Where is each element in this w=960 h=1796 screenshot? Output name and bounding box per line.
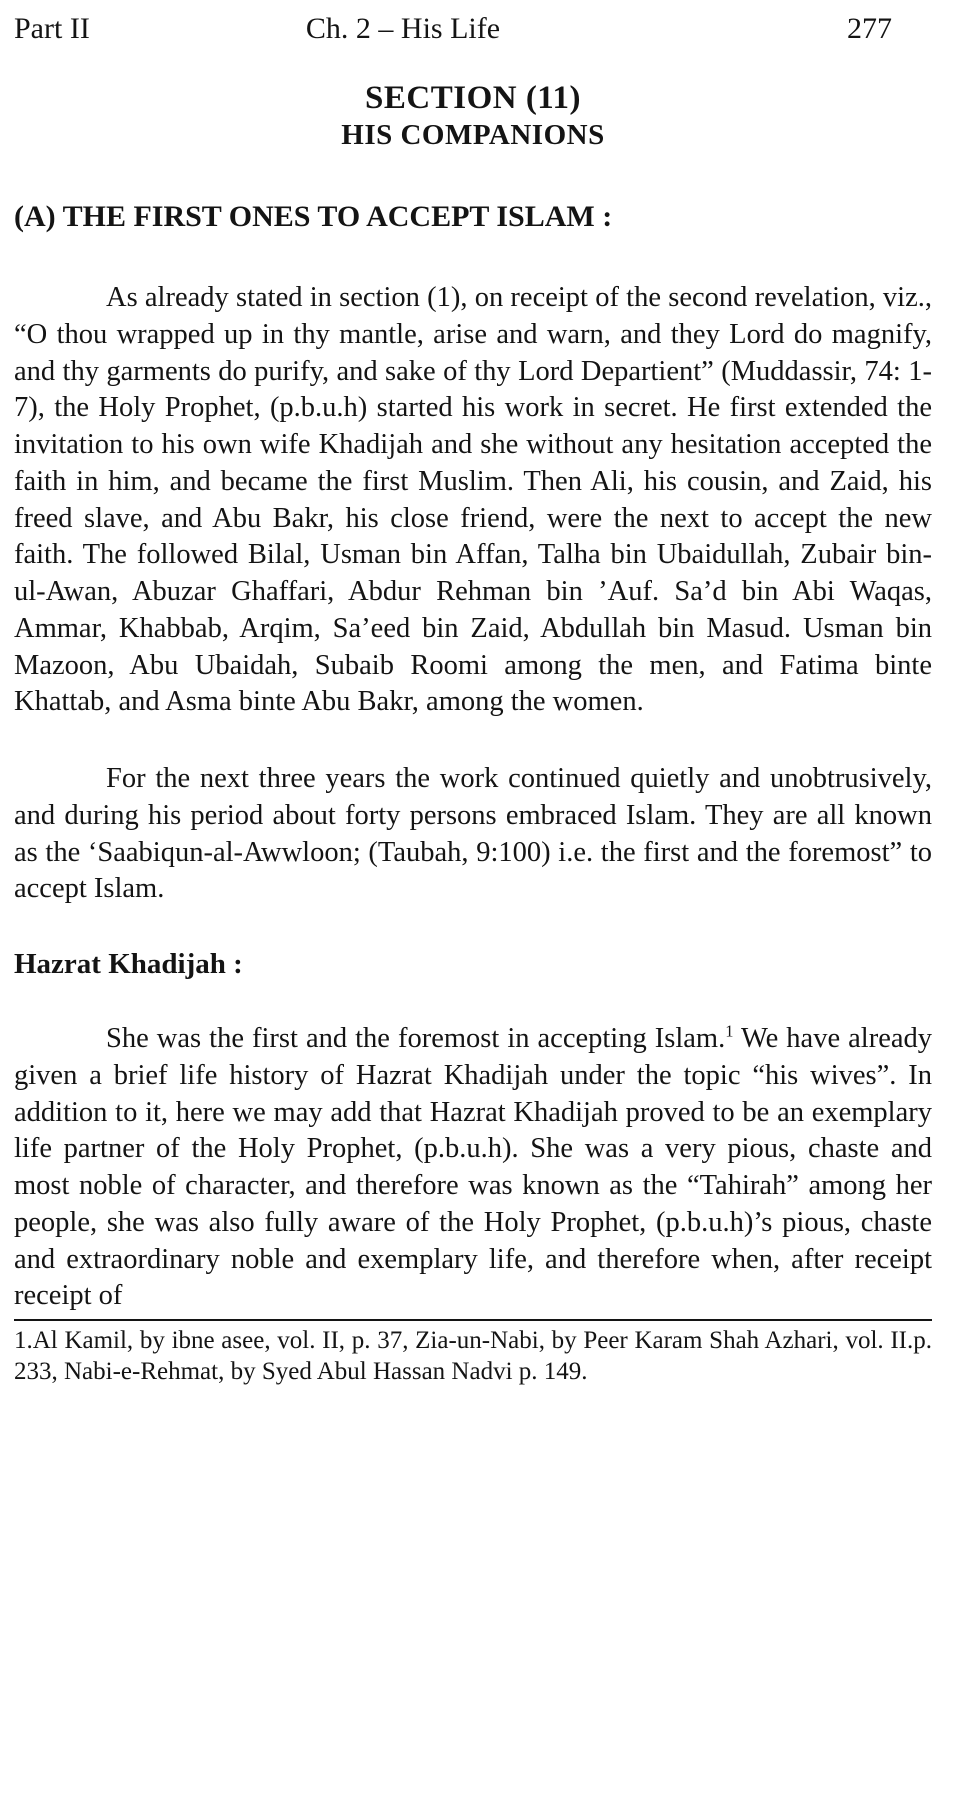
paragraph-first-converts: As already stated in section (1), on receipt of the second revelation, viz., “O thou wrapped up in thy mantle, arise and warn, and they Lord do magnify, and thy garments do purify, and sake of thy Lord Departient” (Muddassir, 74: 1-7), the Holy Prophet, (p.b.u.h) started his work in secret. He first extended the invitation to his own wife Khadijah and she without any hesitation accepted the faith in him, and became the first Muslim. Then Ali, his cousin, and Zaid, his freed slave, and Abu Bakr, his close friend, were the next to accept the new faith. The followed Bilal, Usman bin Affan, Talha bin Ubaidullah, Zubair bin-ul-Awan, Abuzar Ghaffari, Abdur Rehman bin ’Auf. Sa’d bin Abi Waqas, Ammar, Khabbab, Arqim, Sa’eed bin Zaid, Abdullah bin Masud. Usman bin Mazoon, Abu Ubaidah, Subaib Roomi among the men, and Fatima binte Khattab, and Asma binte Abu Bakr, among the women. [14, 282, 932, 718]
header-part-label: Part II [14, 12, 90, 45]
subsection-heading-first-ones: (A) THE FIRST ONES TO ACCEPT ISLAM : [14, 200, 613, 233]
section-title: SECTION (11) [365, 80, 581, 116]
section-subtitle: HIS COMPANIONS [341, 119, 605, 151]
paragraph-khadijah [14, 1021, 932, 1315]
paragraph-khadijah-continued: We have already given a brief life history of Hazrat Khadijah under the topic “his wives”. In addition to it, here we may add that Hazrat Khadijah proved to be an exemplary life partner of the Holy Prophet, (p.b.u.h). She was a very pious, chaste and most noble of character, and therefore was known as the “Tahirah” among her people, she was also fully aware of the Holy Prophet, (p.b.u.h)’s pious, chaste and extraordinary noble and exemplary life, and therefore when, after receipt receipt of [14, 1023, 932, 1312]
paragraph-three-years: For the next three years the work continued quietly and unobtrusively, and during his period about forty persons embraced Islam. They are all known as the ‘Saabiqun-al-Awwloon; (Taubah, 9:100) i.e. the first and the foremost” to accept Islam. [14, 763, 932, 905]
paragraph-khadijah-text: She was the first and the foremost in accepting Islam. [106, 1023, 726, 1054]
footnote: 1.Al Kamil, by ibne asee, vol. II, p. 37, Zia-un-Nabi, by Peer Karam Shah Azhari, vol. II.p. 233, Nabi-e-Rehmat, by Syed Abul Hassan Nadvi p. 149. [14, 1319, 932, 1388]
heading-hazrat-khadijah: Hazrat Khadijah : [14, 948, 243, 980]
footnote-reference-marker: 1 [725, 1021, 734, 1041]
header-chapter-title: Ch. 2 – His Life [305, 12, 501, 45]
header-page-number: 277 [847, 12, 892, 45]
running-header [14, 12, 932, 46]
